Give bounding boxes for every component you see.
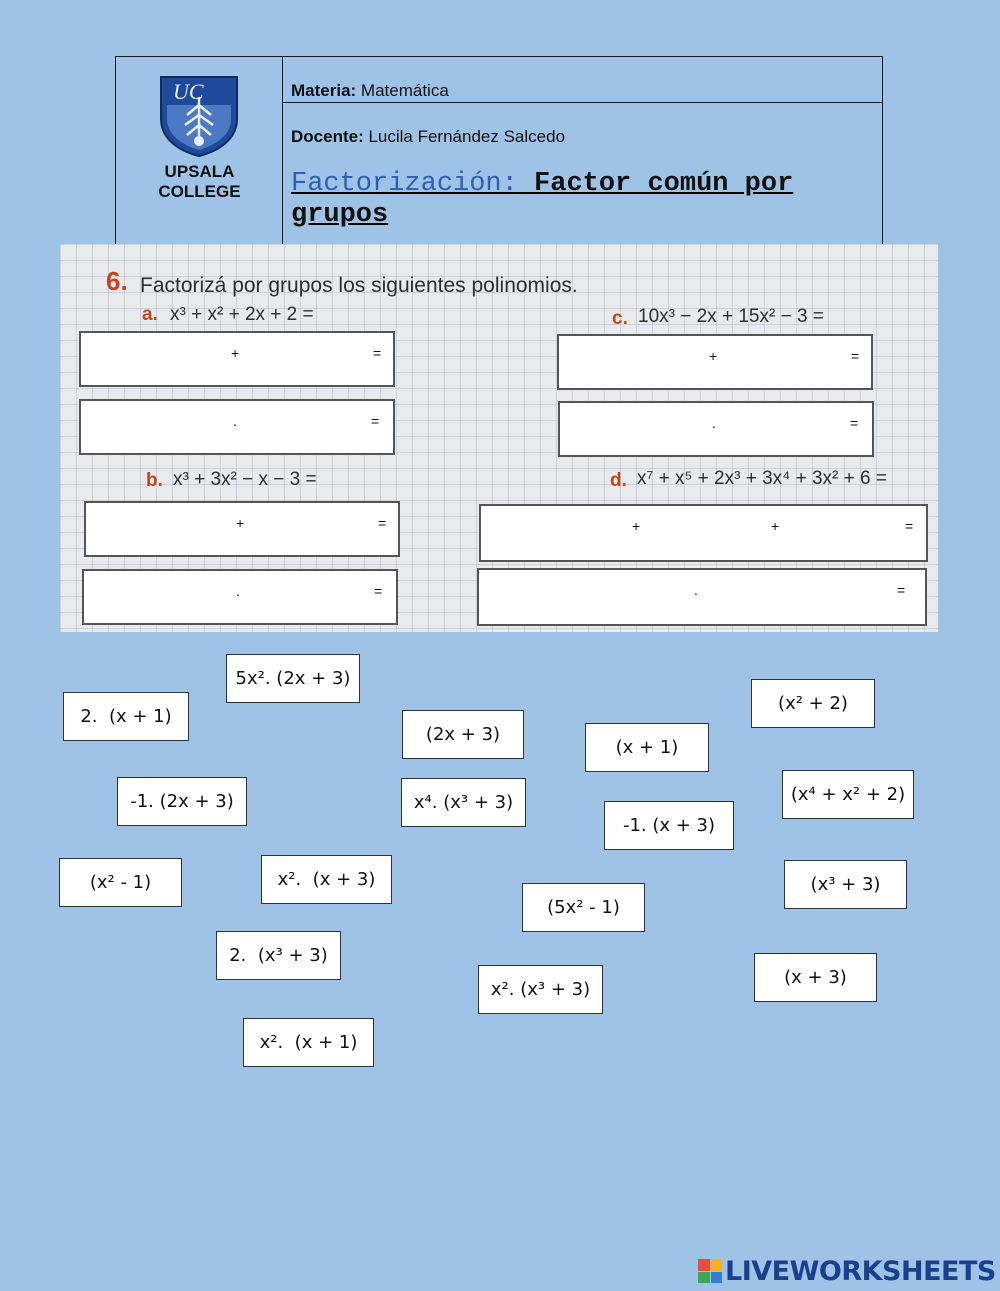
item-a-polynomial: x³ + x² + 2x + 2 = [170, 304, 314, 325]
subject-label: Materia: [291, 81, 357, 100]
equals-sign: = [850, 415, 859, 431]
answer-tile[interactable]: x⁴. (x³ + 3) [401, 778, 526, 827]
answer-tile[interactable]: x². (x³ + 3) [478, 965, 603, 1014]
answer-tile[interactable]: 5x². (2x + 3) [226, 654, 360, 703]
dot-sign: . [233, 413, 237, 429]
exercise-instruction: Factorizá por grupos los siguientes polinomios. [140, 274, 578, 297]
answer-tile[interactable]: x². (x + 3) [261, 855, 392, 904]
college-name [116, 162, 283, 202]
svg-text:UC: UC [173, 79, 204, 104]
college-name-line2: COLLEGE [158, 182, 241, 201]
item-b-polynomial: x³ + 3x² − x − 3 = [173, 469, 317, 490]
answer-box-a-step2[interactable] [79, 399, 395, 455]
item-c-polynomial: 10x³ − 2x + 15x² − 3 = [638, 306, 824, 327]
answer-box-b-step2[interactable] [82, 569, 398, 625]
equals-sign: = [851, 348, 860, 364]
dot-sign: . [694, 582, 698, 598]
exercise-number: 6. [106, 266, 128, 296]
answer-box-c-step1[interactable] [557, 334, 873, 390]
title-topic: Factorización: [291, 169, 518, 199]
answer-tile[interactable]: -1. (x + 3) [604, 801, 734, 850]
answer-tile[interactable]: (x³ + 3) [784, 860, 907, 909]
teacher-label: Docente: [291, 127, 364, 146]
title-subtopic: Factor común por grupos [291, 169, 794, 230]
plus-sign: + [771, 518, 780, 534]
item-d-letter: d. [610, 470, 627, 491]
college-name-line1: UPSALA [164, 162, 235, 181]
item-d-polynomial: x⁷ + x⁵ + 2x³ + 3x⁴ + 3x² + 6 = [637, 468, 887, 489]
answer-tile[interactable]: (x² - 1) [59, 858, 182, 907]
answer-tile[interactable]: x². (x + 1) [243, 1018, 374, 1067]
teacher-value: Lucila Fernández Salcedo [363, 127, 566, 146]
item-b-letter: b. [146, 470, 163, 491]
item-a-letter: a. [142, 304, 158, 325]
answer-tile[interactable]: (5x² - 1) [522, 883, 645, 932]
answer-tile[interactable]: (x⁴ + x² + 2) [782, 770, 914, 819]
answer-tile[interactable]: 2. (x + 1) [63, 692, 189, 741]
exercise-panel [60, 244, 938, 632]
plus-sign: + [709, 348, 718, 364]
answer-tile[interactable]: (2x + 3) [402, 710, 524, 759]
answer-box-a-step1[interactable] [79, 331, 395, 387]
equals-sign: = [905, 518, 914, 534]
answer-box-b-step1[interactable] [84, 501, 400, 557]
page-title [291, 169, 871, 231]
answer-tile[interactable]: (x² + 2) [751, 679, 875, 728]
answer-tile[interactable]: 2. (x³ + 3) [216, 931, 341, 980]
answer-tile[interactable]: -1. (2x + 3) [117, 777, 247, 826]
liveworksheets-logo-icon [698, 1259, 722, 1283]
college-shield-icon [159, 75, 239, 157]
worksheet-header [115, 56, 883, 246]
subject-row [283, 57, 882, 103]
item-c-letter: c. [612, 308, 628, 329]
dot-sign: . [236, 583, 240, 599]
equals-sign: = [373, 345, 382, 361]
equals-sign: = [897, 582, 906, 598]
dot-sign: . [712, 415, 716, 431]
liveworksheets-brand[interactable] [698, 1256, 996, 1286]
answer-box-d-step2[interactable] [477, 568, 927, 626]
brand-name: LIVEWORKSHEETS [725, 1255, 996, 1287]
plus-sign: + [236, 515, 245, 531]
answer-tile[interactable]: (x + 1) [585, 723, 709, 772]
answer-box-d-step1[interactable] [479, 504, 928, 562]
plus-sign: + [632, 518, 641, 534]
equals-sign: = [378, 515, 387, 531]
teacher-row [291, 127, 565, 147]
equals-sign: = [374, 583, 383, 599]
equals-sign: = [371, 413, 380, 429]
answer-box-c-step2[interactable] [558, 401, 874, 457]
plus-sign: + [231, 345, 240, 361]
logo-cell [116, 57, 283, 247]
answer-tile[interactable]: (x + 3) [754, 953, 877, 1002]
subject-value: Matemática [356, 81, 449, 100]
